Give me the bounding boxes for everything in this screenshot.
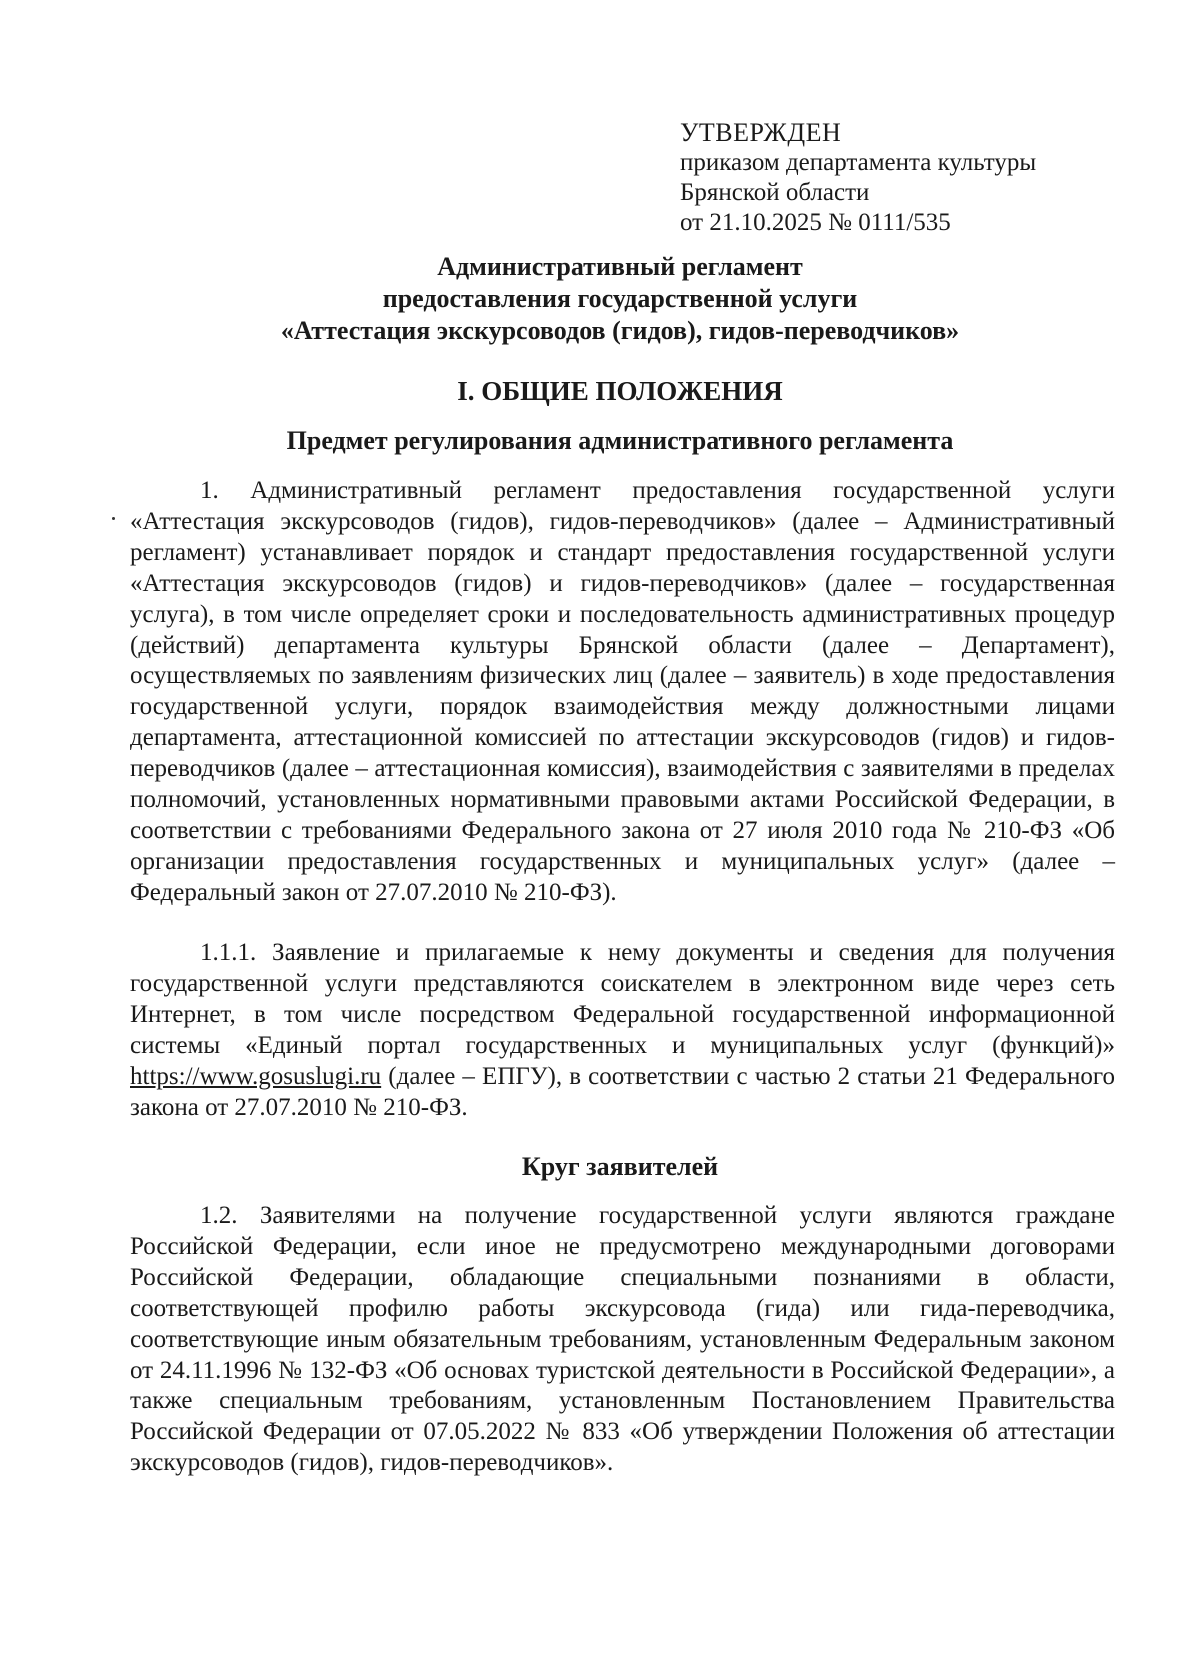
approval-stamp [680, 118, 1036, 238]
section-heading-general: I. ОБЩИЕ ПОЛОЖЕНИЯ [457, 376, 783, 406]
gosuslugi-link[interactable]: https://www.gosuslugi.ru [130, 1062, 382, 1090]
paragraph-1-1-1-text-start: 1.1.1. Заявление и прилагаемые к нему документы и сведения для получения государственной услуги представляются соискателем в электронном виде через сеть Интернет, в том числе посредством Федеральной государственной информационной системы «Единый портал государственных и муниципальных услуг (функций)» [130, 939, 1115, 1059]
title-line-1: Административный регламент [437, 252, 803, 281]
approval-region-line: Брянской области [680, 179, 870, 206]
subheading-regulation-subject: Предмет регулирования административного регламента [286, 426, 954, 455]
paragraph-1-2: 1.2. Заявителями на получение государственной услуги являются граждане Российской Федерации, если иное не предусмотрено международными договорами Российской Федерации, обладающие специальными познаниями в области, соответствующей профилю работы экскурсовода (гида) или гида-переводчика, соответствующие иным обязательным требованиям, установленным Федеральным законом от 24.11.1996 № 132-ФЗ «Об основах туристской деятельности в Российской Федерации», а также специальным требованиям, установленным Постановлением Правительства Российской Федерации от 07.05.2022 № 833 «Об утверждении Положения об аттестации экскурсоводов (гидов), гидов-переводчиков». [130, 1202, 1115, 1477]
document-title [130, 251, 1110, 347]
approval-order-line: приказом департамента культуры [680, 149, 1037, 176]
approval-title: УТВЕРЖДЕН [680, 118, 842, 147]
approval-date-line: от 21.10.2025 № 0111/535 [680, 209, 951, 236]
margin-mark [112, 517, 115, 520]
paragraph-1-1-1 [130, 938, 1115, 1123]
title-line-3: «Аттестация экскурсоводов (гидов), гидов-переводчиков» [280, 316, 960, 345]
paragraph-1: 1. Административный регламент предоставления государственной услуги «Аттестация экскурсоводов (гидов), гидов-переводчиков» (далее – Административный регламент) устанавливает порядок и стандарт предоставления государственной услуги «Аттестация экскурсоводов (гидов) и гидов-переводчиков» (далее – государственная услуга), в том числе определяет сроки и последовательность административных процедур (действий) департамента культуры Брянской области (далее – Департамент), осуществляемых по заявлениям физических лиц (далее – заявитель) в ходе предоставления государственной услуги, порядок взаимодействия между должностными лицами департамента, аттестационной комиссией по аттестации экскурсоводов (гидов) и гидов-переводчиков (далее – аттестационная комиссия), взаимодействия с заявителями в пределах полномочий, установленных нормативными правовыми актами Российской Федерации, в соответствии с требованиями Федерального закона от 27 июля 2010 года № 210-ФЗ «Об организации предоставления государственных и муниципальных услуг» (далее – Федеральный закон от 27.07.2010 № 210-ФЗ). [130, 477, 1115, 906]
section-heading-applicants: Круг заявителей [521, 1152, 719, 1181]
paragraph-1-1-1-text-end: (далее – ЕПГУ), в соответствии с частью 2 статьи 21 Федерального закона от 27.07.2010 № 210-ФЗ. [130, 1062, 1115, 1121]
title-line-2: предоставления государственной услуги [382, 284, 858, 313]
